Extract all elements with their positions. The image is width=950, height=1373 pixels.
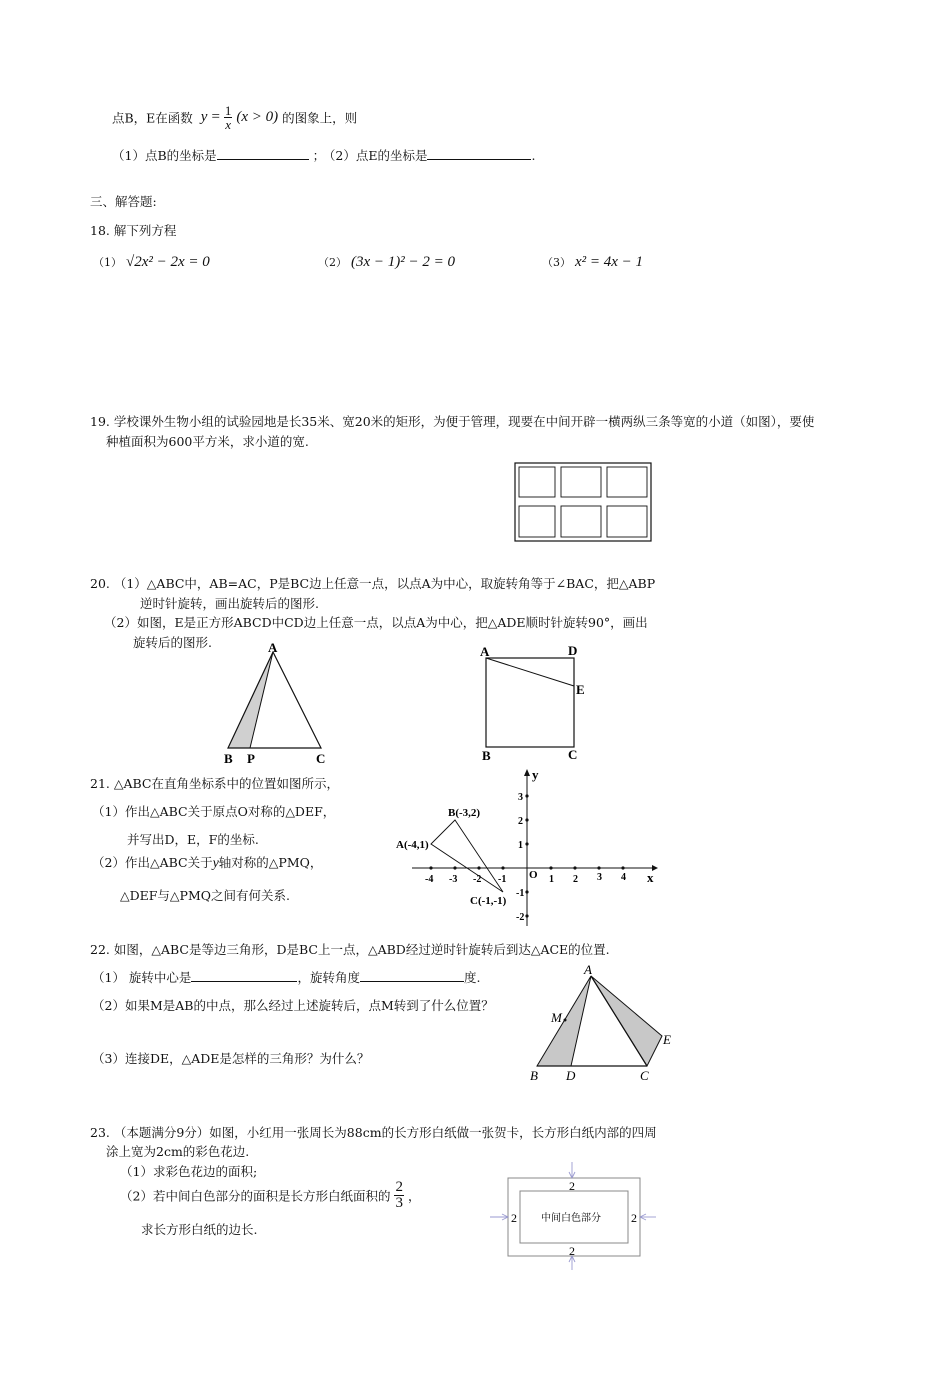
- q21-line5: △DEF与△PMQ之间有何关系.: [120, 888, 290, 903]
- width-label-right: 2: [631, 1211, 637, 1225]
- x-tick-label: -3: [449, 874, 458, 885]
- x-tick-label: 1: [549, 874, 554, 885]
- x-tick-label: -2: [473, 874, 482, 885]
- q23-line4-post: ，: [407, 1188, 421, 1204]
- y-tick-label: -1: [516, 888, 525, 899]
- y-tick-label: -2: [516, 912, 525, 923]
- q18-eq2-expr: (3x − 1)² − 2 = 0: [350, 254, 455, 270]
- q18-eq3-expr: x² = 4x − 1: [574, 254, 644, 270]
- q20-line4: 旋转后的图形.: [133, 635, 212, 650]
- sq-label-a: A: [480, 644, 490, 659]
- origin-label: O: [529, 869, 538, 881]
- q23-line1: 23. （本题满分9分）如图，小红用一张周长为88cm的长方形白纸做一张贺卡，长方形白纸内部的四周: [90, 1125, 657, 1140]
- answer-blank-angle[interactable]: [360, 969, 464, 982]
- q21-line4-post: 轴对称的△PMQ，: [218, 855, 323, 870]
- sq-label-b: B: [482, 748, 491, 763]
- y-tick-label: 3: [518, 792, 523, 803]
- square-figure: [476, 640, 596, 766]
- q19-line1: 19. 学校课外生物小组的试验园地是长35米、宽20米的矩形，为便于管理，现要在中间开辟一横两纵三条等宽的小道（如图），要使: [90, 414, 815, 429]
- q17-part1: （1）点B的坐标是: [112, 148, 217, 163]
- x-tick-label: -1: [498, 874, 507, 885]
- q18-eq1: [93, 254, 210, 271]
- point-b-label: B(-3,2): [448, 807, 481, 819]
- q22-line1: 22. 如图，△ABC是等边三角形，D是BC上一点，△ABD经过逆时针旋转后到达△ACE的位置.: [90, 942, 610, 957]
- q22-line2: [92, 968, 480, 986]
- fig22-label-m: M: [551, 1010, 562, 1025]
- fig22-label-b: B: [530, 1068, 538, 1083]
- q20-line2: 逆时针旋转，画出旋转后的图形.: [140, 596, 319, 611]
- coordinate-plane: [390, 764, 660, 934]
- q21-line2: （1）作出△ABC关于原点O对称的△DEF，: [92, 804, 336, 819]
- answer-blank-center[interactable]: [191, 969, 297, 982]
- q21-line3: 并写出D，E，F的坐标.: [127, 832, 259, 847]
- tri-label-p: P: [247, 751, 255, 766]
- q21-line4-y: y: [212, 856, 219, 871]
- q23-line2: 涂上宽为2cm的彩色花边.: [106, 1144, 250, 1159]
- tri-label-b: B: [224, 751, 233, 766]
- sq-label-e: E: [576, 682, 585, 697]
- fraction-denominator: x: [225, 117, 232, 132]
- fraction-denominator: 3: [395, 1195, 403, 1211]
- q19-line2: 种植面积为600平方米，求小道的宽.: [106, 434, 309, 449]
- point-c-label: C(-1,-1): [470, 895, 507, 907]
- fraction-two-thirds: [394, 1180, 404, 1211]
- q17-line1-pre: 点B，E在函数: [112, 110, 193, 126]
- q18-eq2-label: （2）: [318, 256, 347, 269]
- fraction-numerator: 2: [395, 1179, 403, 1195]
- fig22-label-e: E: [663, 1032, 671, 1047]
- q18-eq3-label: （3）: [542, 256, 571, 269]
- q22-line3: （2）如果M是AB的中点，那么经过上述旋转后，点M转到了什么位置？: [92, 998, 494, 1013]
- function-equals: =: [211, 109, 220, 125]
- q20-line3: （2）如图，E是正方形ABCD中CD边上任意一点，以点A为中心，把△ADE顺时针旋转90°，画出: [104, 615, 648, 630]
- width-label-top: 2: [569, 1179, 575, 1193]
- q23-line4: [120, 1180, 420, 1216]
- fig22-label-c: C: [640, 1068, 649, 1083]
- q21-line4-pre: （2）作出△ABC关于: [92, 855, 213, 870]
- q17-sep: ；: [312, 148, 326, 163]
- width-label-left: 2: [511, 1211, 517, 1225]
- q23-line4-pre: （2）若中间白色部分的面积是长方形白纸面积的: [120, 1188, 391, 1204]
- sq-label-d: D: [568, 643, 578, 658]
- center-area-label: 中间白色部分: [541, 1213, 601, 1224]
- isosceles-triangle-figure: [218, 640, 338, 768]
- x-tick-label: 4: [621, 872, 626, 883]
- y-tick-label: 2: [518, 816, 523, 827]
- x-tick-label: 2: [573, 874, 578, 885]
- q18-eq2: [318, 254, 455, 271]
- function-y: y: [200, 109, 208, 125]
- q23-line5: 求长方形白纸的边长.: [141, 1222, 258, 1237]
- fig22-label-a: A: [584, 962, 592, 977]
- x-tick-label: 3: [597, 872, 602, 883]
- q22-l2c: 度.: [463, 970, 481, 985]
- point-a-label: A(-4,1): [396, 839, 429, 851]
- answer-blank-e[interactable]: [427, 147, 531, 160]
- tri-label-a: A: [268, 640, 278, 655]
- q22-l2b: ，旋转角度: [297, 970, 360, 985]
- q21-line4: [92, 853, 322, 872]
- q17-line1-post: 的图象上，则: [282, 110, 358, 126]
- tri-label-c: C: [316, 751, 326, 766]
- width-label-bottom: 2: [569, 1244, 575, 1258]
- function-condition: (x > 0): [236, 109, 279, 125]
- q22-l2a: （1） 旋转中心是: [92, 970, 192, 985]
- q18-eq1-label: （1）: [93, 256, 122, 269]
- fraction-numerator: 1: [224, 103, 232, 118]
- q18-eq3: [542, 254, 643, 271]
- q17-part2: （2）点E的坐标是: [329, 148, 428, 163]
- x-tick-label: -4: [425, 874, 434, 885]
- q17-end: .: [531, 148, 536, 163]
- q22-line4: （3）连接DE，△ADE是怎样的三角形？为什么？: [92, 1051, 370, 1066]
- q18-eq1-expr: √2x² − 2x = 0: [125, 254, 210, 270]
- greeting-card-figure: [488, 1160, 658, 1272]
- q21-line1: 21. △ABC在直角坐标系中的位置如图所示，: [90, 776, 339, 791]
- q23-line3: （1）求彩色花边的面积;: [120, 1164, 258, 1179]
- q17-line1: [112, 103, 358, 132]
- answer-blank-b[interactable]: [217, 147, 309, 160]
- fig22-label-d: D: [566, 1068, 576, 1083]
- q18-title: 18. 解下列方程: [90, 223, 177, 238]
- q20-line1: 20. （1）△ABC中，AB=AC，P是BC边上任意一点，以点A为中心，取旋转角等于∠BAC，把△ABP: [90, 576, 656, 591]
- q17-line2: [112, 146, 535, 164]
- equilateral-rotation-figure: [524, 960, 684, 1086]
- triangle-abc: [431, 820, 503, 892]
- garden-path-diagram: [514, 462, 652, 542]
- sq-label-c: C: [568, 747, 578, 762]
- function-fraction: [224, 104, 233, 131]
- axis-x-label: x: [647, 870, 654, 885]
- section-heading: 三、解答题:: [90, 194, 157, 209]
- y-tick-label: 1: [518, 840, 523, 851]
- axis-y-label: y: [532, 767, 539, 782]
